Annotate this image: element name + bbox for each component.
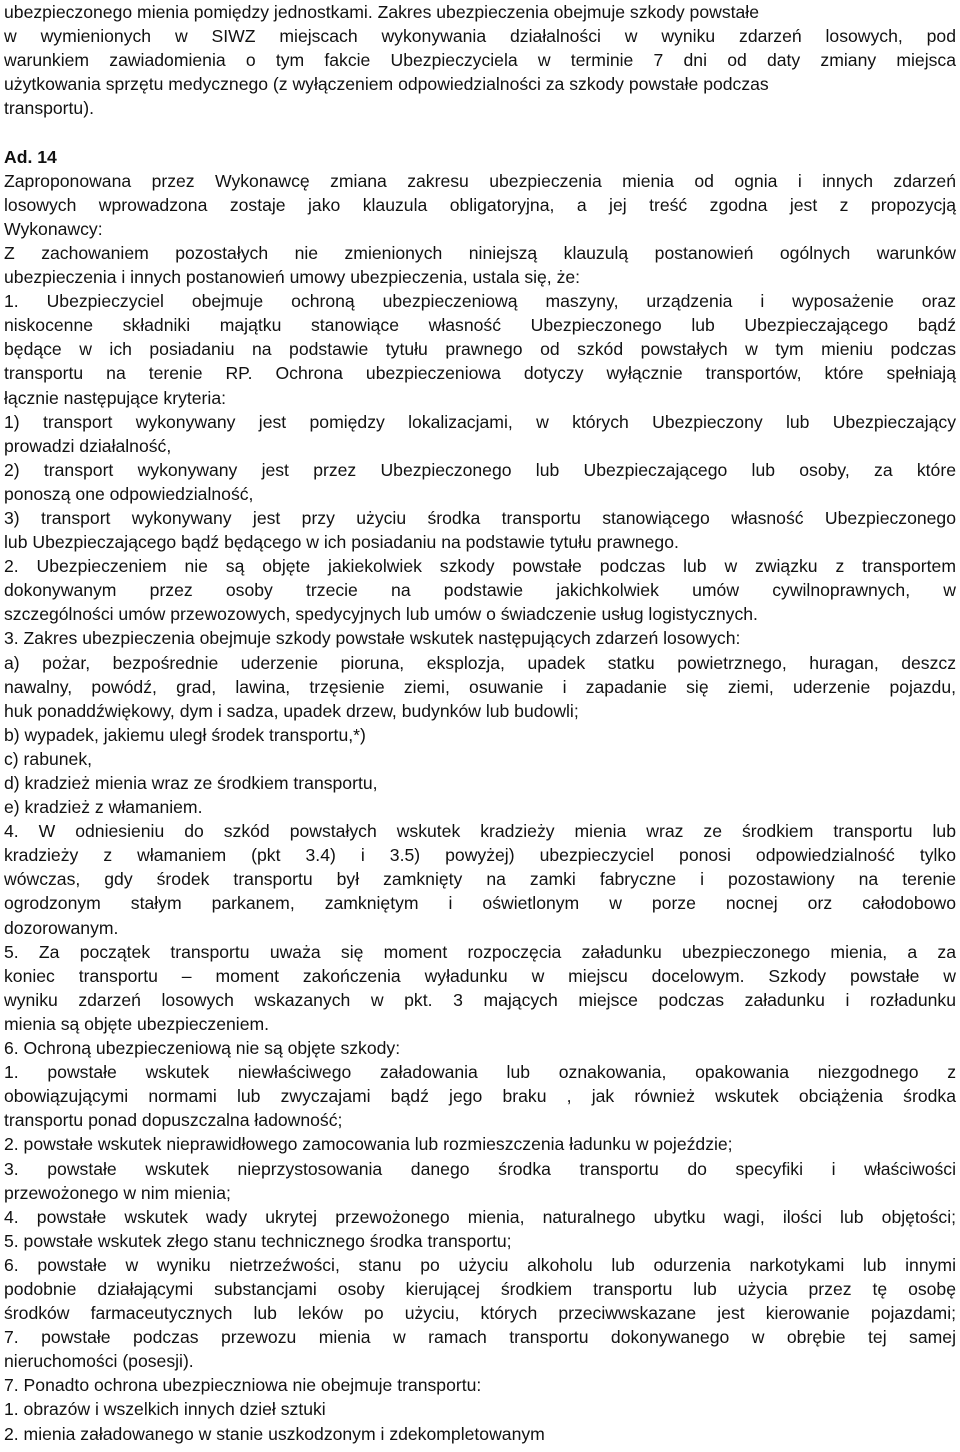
text-line: 6. powstałe w wyniku nietrzeźwości, stanu po użyciu alkoholu lub odurzenia narkotykami lub innymi	[4, 1254, 956, 1275]
text-line: 7. Ponadto ochrona ubezpieczniowa nie obejmuje transportu:	[4, 1375, 482, 1396]
text-line: 1. Ubezpieczyciel obejmuje ochroną ubezpieczeniową maszyny, urządzenia i wyposażenie oraz	[4, 291, 956, 312]
text-line: 5. Za początek transportu uważa się moment rozpoczęcia załadunku ubezpieczonego mienia, a za	[4, 941, 956, 962]
text-line: mienia są objęte ubezpieczeniem.	[4, 1013, 270, 1034]
text-line: wówczas, gdy środek transportu był zamknięty na zamki fabryczne i pozostawiony na terenie	[4, 869, 956, 890]
text-line: 4. powstałe wskutek wady ukrytej przewożonego mienia, naturalnego ubytku wagi, ilości lub objętości;	[4, 1206, 956, 1227]
text-line: huk ponaddźwiękowy, dym i sadza, upadek drzew, budynków lub budowli;	[4, 700, 579, 721]
text-line: lub Ubezpieczającego bądź będącego w ich posiadaniu na podstawie tytułu prawnego.	[4, 532, 679, 553]
text-line: 3. Zakres ubezpieczenia obejmuje szkody powstałe wskutek następujących zdarzeń losowych:	[4, 628, 741, 649]
text-line: nieruchomości (posesji).	[4, 1351, 194, 1372]
text-line: transportu na terenie RP. Ochrona ubezpieczeniowa dotyczy wyłącznie transportów, które spełniają	[4, 363, 956, 384]
text-line: dokonywanym przez osoby trzecie na podstawie jakichkolwiek umów cywilnoprawnych, w	[4, 580, 956, 601]
text-line: będące w ich posiadaniu na podstawie tytułu prawnego od szkód powstałych w tym mieniu podczas	[4, 339, 956, 360]
text-line: kradzieży z włamaniem (pkt 3.4) i 3.5) powyżej) ubezpieczyciel ponosi odpowiedzialność tylko	[4, 845, 956, 866]
text-line: 1. obrazów i wszelkich innych dzieł sztuki	[4, 1399, 326, 1420]
text-line: dozorowanym.	[4, 917, 119, 938]
text-line: a) pożar, bezpośrednie uderzenie pioruna, eksplozja, upadek statku powietrznego, huragan, deszcz	[4, 652, 956, 673]
text-line: szczególności umów przewozowych, spedycyjnych lub umów o świadczenie usług logistycznych.	[4, 604, 758, 625]
text-line: transportu).	[4, 98, 94, 119]
text-line: d) kradzież mienia wraz ze środkiem transportu,	[4, 773, 378, 793]
text-line: podobnie działającymi substancjami osoby kierującej środkiem transportu lub użycia przez tę osobę	[4, 1278, 956, 1299]
text-line: łącznie następujące kryteria:	[4, 387, 226, 408]
text-line: transportu ponad dopuszczalna ładowność;	[4, 1110, 343, 1131]
text-line: 2. mienia załadowanego w stanie uszkodzonym i zdekompletowanym	[4, 1423, 545, 1444]
text-line: ubezpieczonego mienia pomiędzy jednostkami. Zakres ubezpieczenia obejmuje szkody powstałe	[4, 2, 759, 22]
text-line: 7. powstałe podczas przewozu mienia w ramach transportu dokonywanego w obrębie tej samej	[4, 1327, 956, 1348]
text-line: c) rabunek,	[4, 748, 93, 769]
text-line: 3) transport wykonywany jest przy użyciu środka transportu stanowiącego własność Ubezpieczonego	[4, 507, 956, 528]
text-line: b) wypadek, jakiemu uległ środek transportu,*)	[4, 724, 366, 745]
text-line: Zaproponowana przez Wykonawcę zmiana zakresu ubezpieczenia mienia od ognia i innych zdarzeń	[4, 170, 956, 191]
section-heading: Ad. 14	[4, 146, 57, 167]
text-line: środków farmaceutycznych lub leków po użyciu, których przeciwwskazane jest kierowanie pojazdami;	[4, 1303, 956, 1324]
text-line: Wykonawcy:	[4, 218, 103, 239]
document-page	[4, 0, 956, 1446]
text-line: przewożonego w nim mienia;	[4, 1182, 231, 1203]
paragraph-spacer	[4, 120, 956, 144]
text-line: 2) transport wykonywany jest przez Ubezpieczonego lub Ubezpieczającego lub osoby, za które	[4, 459, 956, 480]
text-line: w wymienionych w SIWZ miejscach wykonywania działalności w wyniku zdarzeń losowych, pod	[4, 26, 956, 47]
text-line: obowiązującymi normami lub zwyczajami bądź jego braku , jak również wskutek obciążenia środka	[4, 1086, 956, 1107]
text-line: 3. powstałe wskutek nieprzystosowania danego środka transportu do specyfiki i właściwości	[4, 1158, 956, 1179]
text-line: 6. Ochroną ubezpieczeniową nie są objęte szkody:	[4, 1038, 401, 1059]
text-line: warunkiem zawiadomienia o tym fakcie Ubezpieczyciela w terminie 7 dni od daty zmiany miejsca	[4, 50, 956, 71]
text-line: niskocenne składniki majątku stanowiące własność Ubezpieczonego lub Ubezpieczającego bądź	[4, 315, 956, 336]
text-line: e) kradzież z włamaniem.	[4, 797, 203, 818]
text-line: 4. W odniesieniu do szkód powstałych wskutek kradzieży mienia wraz ze środkiem transportu lub	[4, 821, 956, 842]
text-line: Z zachowaniem pozostałych nie zmienionych niniejszą klauzulą postanowień ogólnych warunków	[4, 242, 956, 263]
text-line: koniec transportu – moment zakończenia wyładunku w miejscu docelowym. Szkody powstałe w	[4, 965, 956, 986]
text-line: ubezpieczenia i innych postanowień umowy ubezpieczenia, ustala się, że:	[4, 267, 581, 288]
text-line: ponoszą one odpowiedzialność,	[4, 483, 254, 504]
text-line: prowadzi działalność,	[4, 435, 172, 456]
text-line: 1. powstałe wskutek niewłaściwego załadowania lub oznakowania, opakowania niezgodnego z	[4, 1062, 956, 1083]
text-line: 2. Ubezpieczeniem nie są objęte jakiekolwiek szkody powstałe podczas lub w związku z transportem	[4, 556, 956, 577]
text-line: 2. powstałe wskutek nieprawidłowego zamocowania lub rozmieszczenia ładunku w pojeździe;	[4, 1134, 733, 1155]
text-line: 1) transport wykonywany jest pomiędzy lokalizacjami, w których Ubezpieczony lub Ubezpieczający	[4, 411, 956, 432]
text-line: 5. powstałe wskutek złego stanu technicznego środka transportu;	[4, 1230, 512, 1251]
text-line: wyniku zdarzeń losowych wskazanych w pkt. 3 mających miejsce podczas załadunku i rozładunku	[4, 989, 956, 1010]
text-line: losowych wprowadzona zostaje jako klauzula obligatoryjna, a jej treść zgodna jest z propozycją	[4, 194, 956, 215]
text-line: użytkowania sprzętu medycznego (z wyłączeniem odpowiedzialności za szkody powstałe podczas	[4, 74, 769, 95]
text-line: ogrodzonym stałym parkanem, zamkniętym i oświetlonym w porze nocnej orz całodobowo	[4, 893, 956, 914]
text-line: nawalny, powódź, grad, lawina, trzęsienie ziemi, osuwanie i zapadanie się ziemi, uderzenie pojazdu,	[4, 676, 956, 697]
